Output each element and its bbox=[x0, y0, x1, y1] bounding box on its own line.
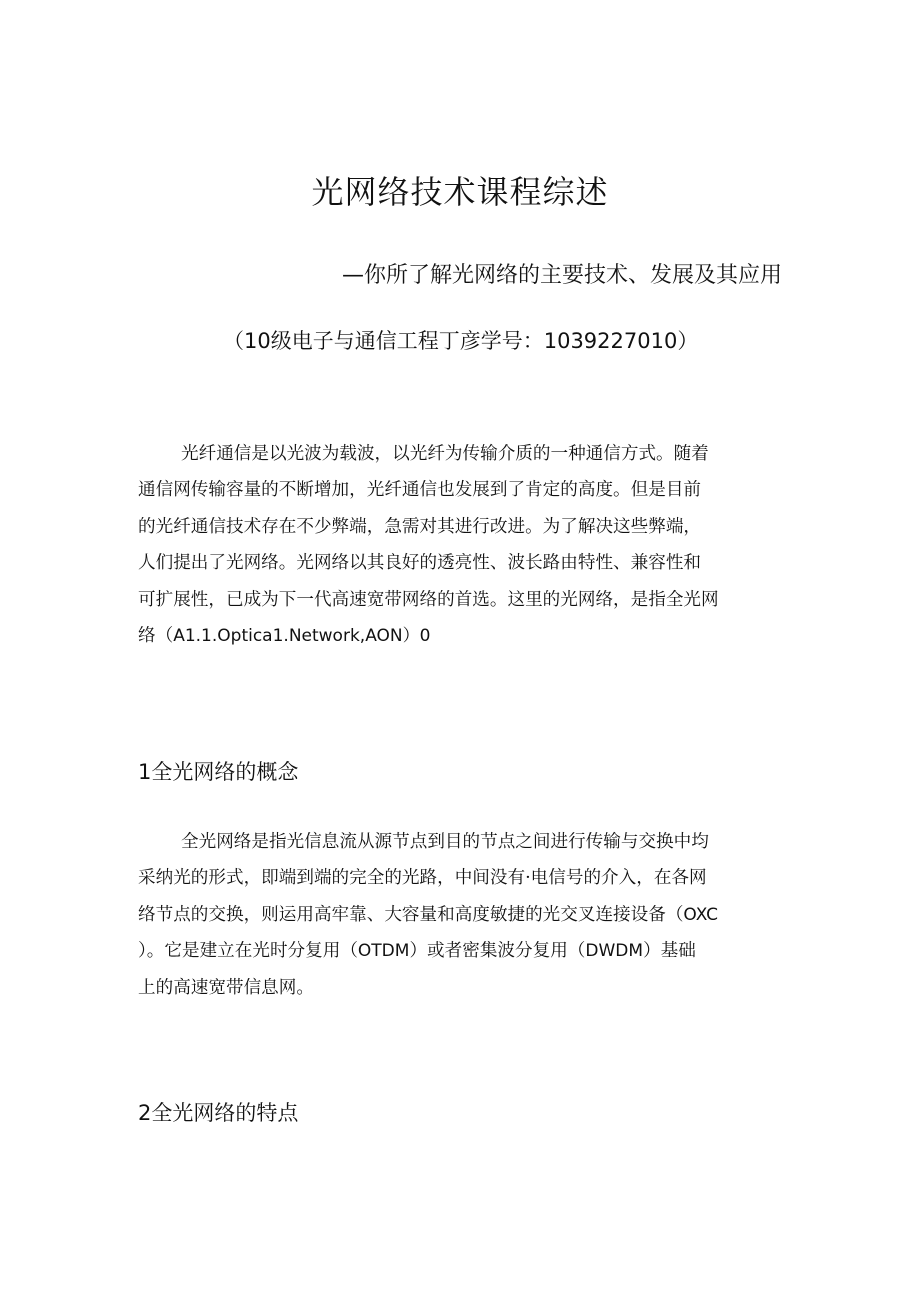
paragraph-line bbox=[138, 897, 783, 933]
text-fragment: ）0 bbox=[402, 625, 431, 646]
paragraph-line: 上的高速宽带信息网。 bbox=[138, 977, 314, 998]
text-fragment: 络（ bbox=[138, 625, 174, 646]
text-fragment: 络节点的交换，则运用高牢靠、大容量和高度敏捷的光交叉连接设备（ bbox=[138, 904, 684, 925]
paragraph-line bbox=[138, 618, 783, 654]
otdm-term: OTDM bbox=[357, 941, 410, 962]
aon-term: A1.1.Optica1.Network,AON bbox=[173, 625, 403, 646]
paragraph-line: 全光网络是指光信息流从源节点到目的节点之间进行传输与交换中均 bbox=[181, 832, 709, 852]
text-fragment: ）基础 bbox=[643, 941, 696, 962]
text-fragment: ）或者密集波分复用（ bbox=[409, 941, 586, 962]
paragraph-line: 通信网传输容量的不断增加，光纤通信也发展到了肯定的高度。但是目前 bbox=[138, 480, 702, 501]
paragraph-line: 人们提出了光网络。光网络以其良好的透亮性、波长路由特性、兼容性和 bbox=[138, 553, 702, 574]
author-line: （10级电子与通信工程丁彦学号：1039227010） bbox=[223, 329, 699, 353]
document-subtitle: —你所了解光网络的主要技术、发展及其应用 bbox=[341, 263, 782, 288]
document-title: 光网络技术课程综述 bbox=[311, 173, 609, 211]
section-heading-2: 2全光网络的特点 bbox=[138, 1101, 299, 1125]
section-heading-1: 1全光网络的概念 bbox=[138, 760, 299, 784]
paragraph-line bbox=[138, 933, 783, 969]
paragraph-line: 采纳光的形式，即端到端的完全的光路，中间没有·电信号的介入，在各网 bbox=[138, 868, 707, 889]
dwdm-term: DWDM bbox=[585, 941, 644, 962]
text-fragment: ）。它是建立在光时分复用（ bbox=[138, 941, 358, 962]
intro-paragraph bbox=[138, 436, 783, 654]
paragraph-line: 可扩展性，已成为下一代高速宽带网络的首选。这里的光网络，是指全光网 bbox=[138, 589, 719, 610]
oxc-term: OXC bbox=[683, 904, 718, 925]
section1-paragraph bbox=[138, 824, 783, 1006]
paragraph-line: 的光纤通信技术存在不少弊端，急需对其进行改进。为了解决这些弊端， bbox=[138, 516, 702, 537]
paragraph-line: 光纤通信是以光波为载波，以光纤为传输介质的一种通信方式。随着 bbox=[181, 444, 709, 464]
